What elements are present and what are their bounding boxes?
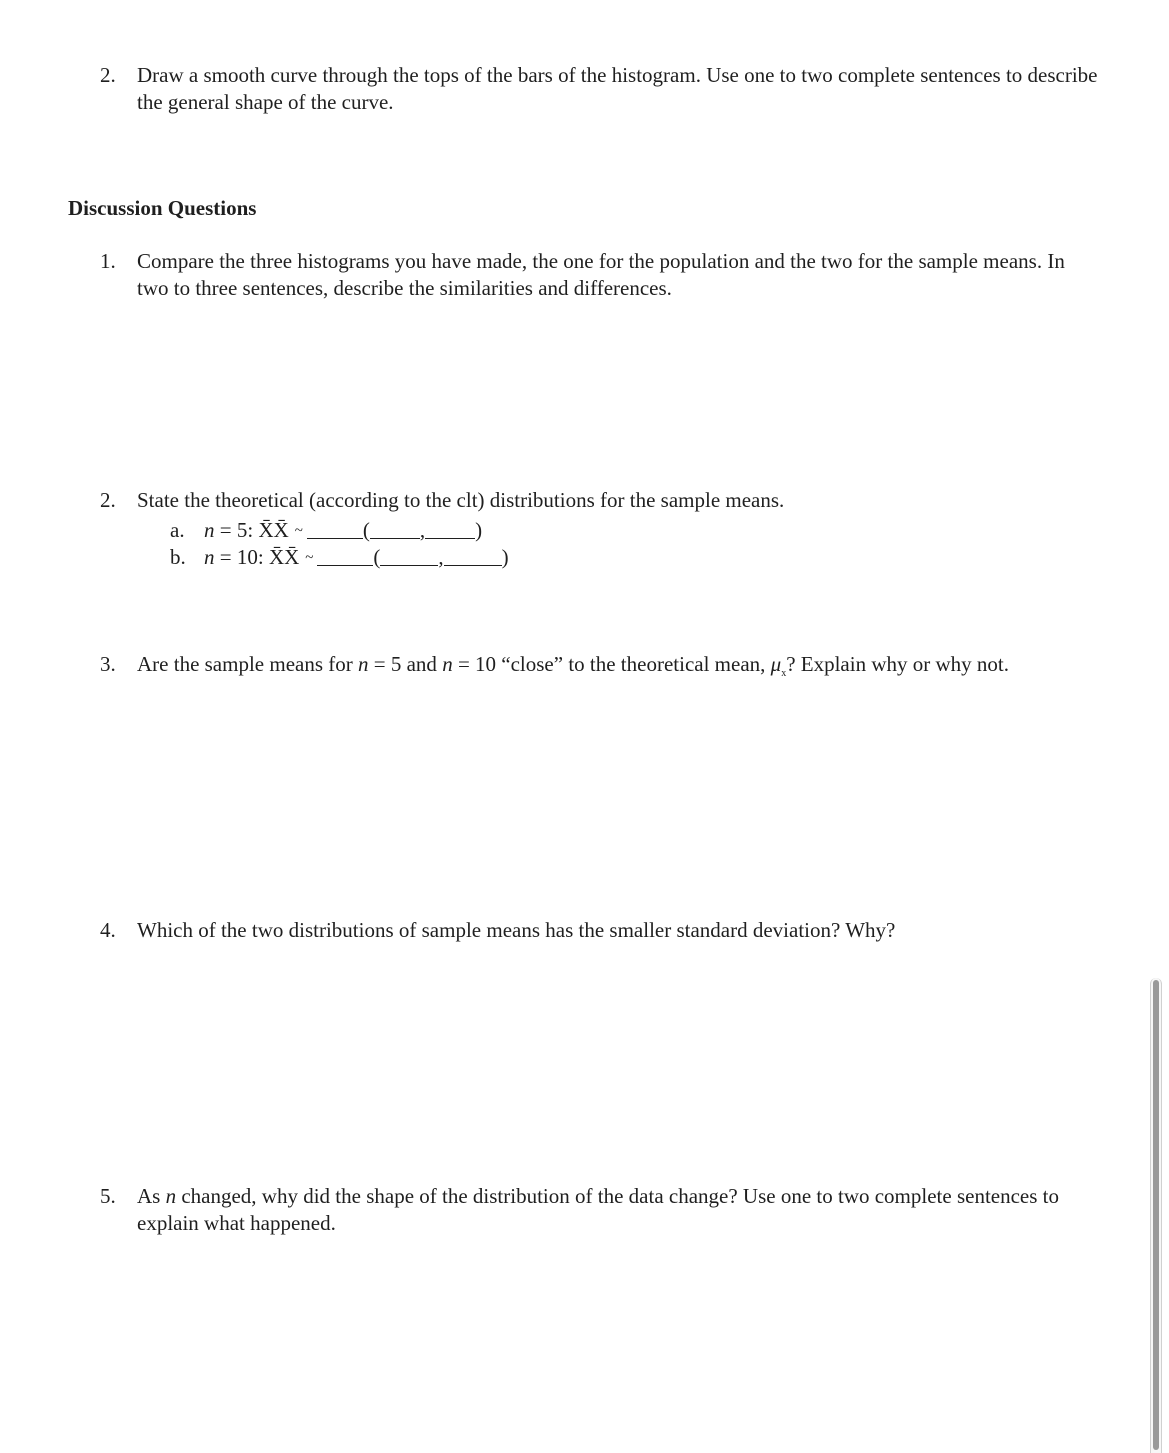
question-number: 5.	[100, 1184, 116, 1208]
open-paren: (	[362, 518, 370, 542]
distribution-name-blank[interactable]	[307, 520, 363, 539]
subquestion-b	[170, 544, 509, 572]
question-number: 1.	[100, 249, 116, 273]
question-text	[137, 1183, 1100, 1237]
discussion-question-4	[100, 917, 1100, 944]
n-variable: n	[204, 545, 215, 569]
question-number: 2.	[100, 488, 116, 512]
n-variable: n	[165, 1184, 177, 1208]
close-paren: )	[501, 545, 509, 569]
scrollbar-thumb[interactable]	[1153, 980, 1159, 1450]
vertical-scrollbar[interactable]	[1150, 978, 1162, 1453]
question-2-histogram-curve	[100, 62, 1100, 116]
n-variable: n	[204, 518, 215, 542]
text-segment: changed, why did the shape of the distribution of the data change? Use one to two complete sentences to explain what happened.	[137, 1184, 1059, 1235]
discussion-question-2	[100, 487, 1100, 514]
question-number: 2.	[100, 63, 116, 87]
text-segment: As	[137, 1184, 166, 1208]
subquestion-a	[170, 517, 482, 545]
section-heading: Discussion Questions	[68, 196, 257, 220]
close-paren: )	[475, 518, 483, 542]
discussion-question-3	[100, 651, 1100, 687]
n-value: = 5:	[219, 518, 254, 542]
comma: ,	[438, 545, 444, 569]
std-dev-blank[interactable]	[444, 547, 502, 566]
sample-mean-symbol: X̄X̄	[268, 545, 300, 569]
text-segment: ? Explain why or why not.	[786, 652, 1009, 676]
n-value: = 10:	[219, 545, 264, 569]
mean-blank[interactable]	[370, 520, 420, 539]
question-number: 4.	[100, 918, 116, 942]
question-text	[137, 651, 1100, 687]
subquestion-letter: b.	[170, 545, 186, 569]
distributed-as-symbol: ~	[305, 550, 314, 566]
text-segment: = 5 and	[368, 652, 443, 676]
question-text: Which of the two distributions of sample means has the smaller standard deviation? Why?	[137, 918, 896, 942]
n-variable: n	[442, 652, 453, 676]
discussion-question-1	[100, 248, 1100, 302]
question-text: Compare the three histograms you have made, the one for the population and the two for the sample means. In two to three sentences, describe the similarities and differences.	[137, 249, 1065, 300]
comma: ,	[419, 518, 426, 542]
mu-symbol: μ	[770, 652, 782, 676]
mean-blank[interactable]	[380, 547, 438, 566]
distributed-as-symbol: ~	[294, 523, 303, 539]
text-segment: Are the sample means for	[137, 652, 359, 676]
subquestion-letter: a.	[170, 518, 185, 542]
discussion-question-5	[100, 1183, 1100, 1237]
question-text: State the theoretical (according to the clt) distributions for the sample means.	[137, 488, 785, 512]
n-variable: n	[358, 652, 369, 676]
open-paren: (	[373, 545, 381, 569]
question-text: Draw a smooth curve through the tops of the bars of the histogram. Use one to two complete sentences to describe the general shape of the curve.	[137, 63, 1098, 114]
distribution-name-blank[interactable]	[317, 547, 373, 566]
mu-subscript: x	[781, 668, 787, 680]
question-number: 3.	[100, 652, 116, 676]
sample-mean-symbol: X̄X̄	[258, 518, 289, 542]
text-segment: = 10 “close” to the theoretical mean,	[452, 652, 771, 676]
std-dev-blank[interactable]	[425, 520, 475, 539]
